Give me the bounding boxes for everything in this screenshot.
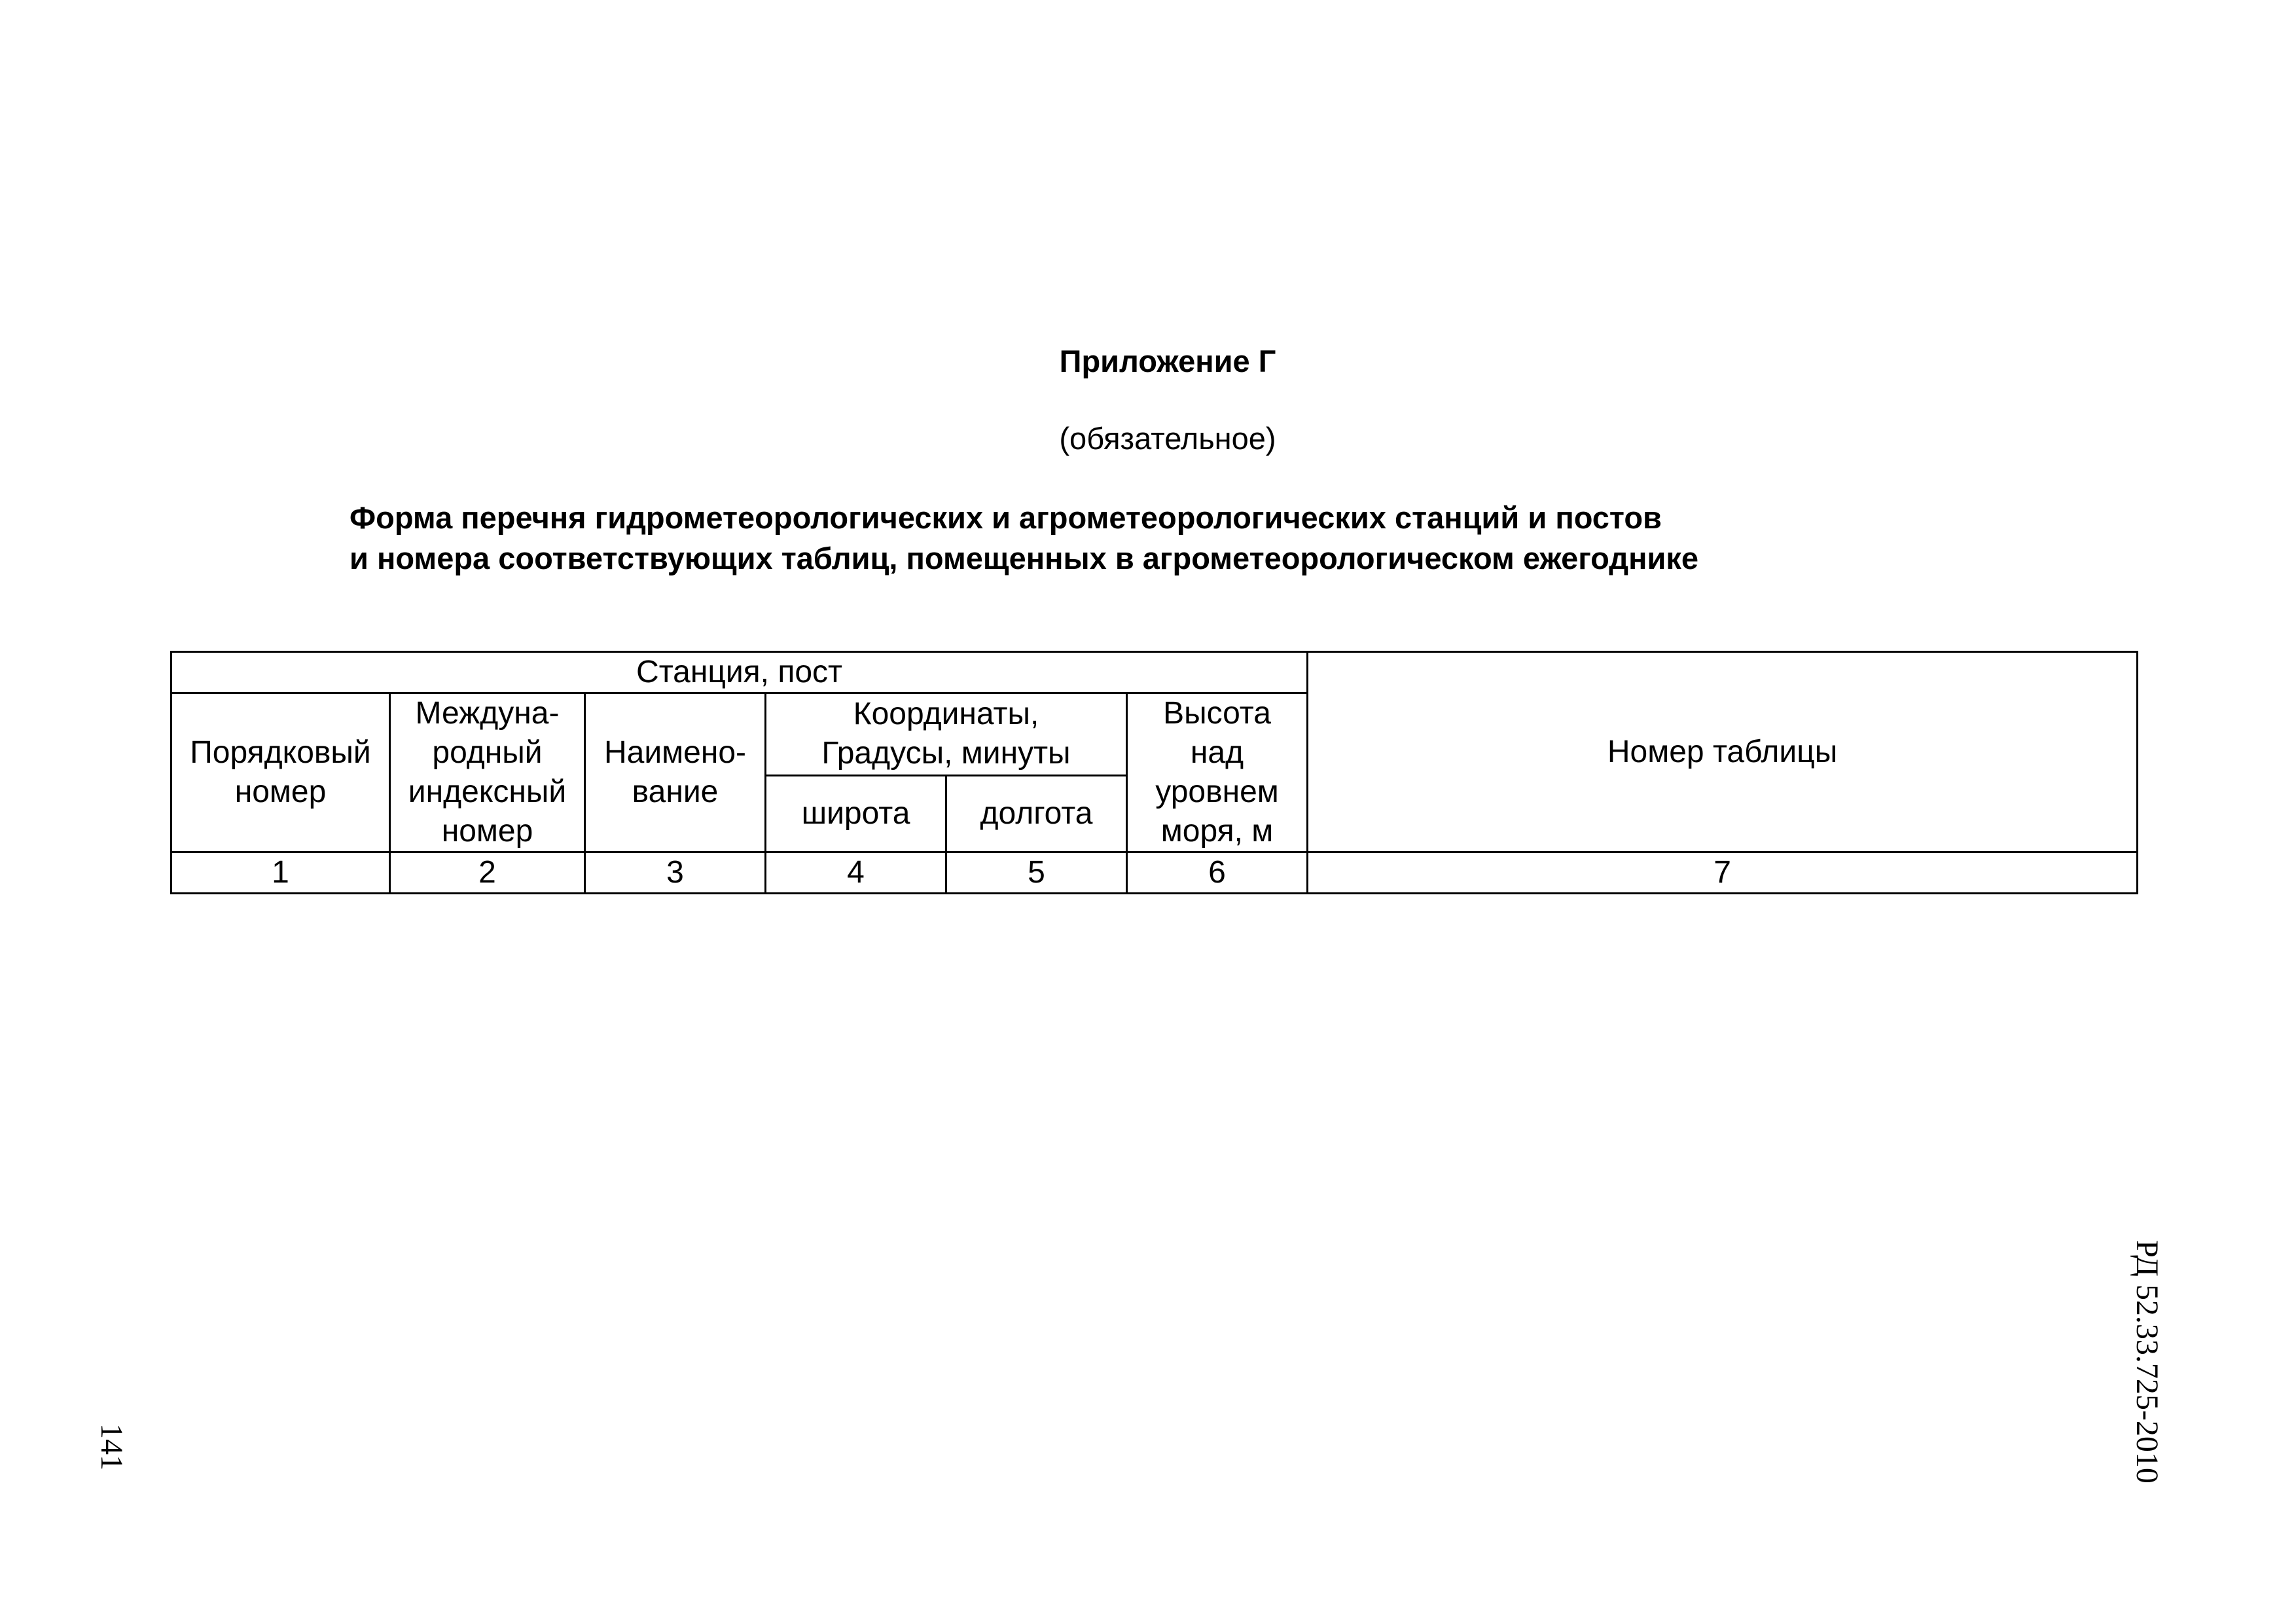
longitude-header: долгота [946,775,1127,852]
coordinates-header-line: Градусы, минуты [821,736,1071,771]
annex-title: Приложение Г [1059,344,1276,378]
coordinates-header-line: Координаты, [853,697,1039,732]
station-header: Станция, пост [171,652,1308,693]
international-index-header-line: индексный [408,775,567,809]
column-number-cell: 4 [766,852,946,894]
name-header [585,693,766,852]
altitude-header-line: уровнем [1155,775,1279,809]
document-code: РД 52.33.725-2010 [2130,1240,2164,1484]
coordinates-header [766,693,1127,776]
international-index-header-line: родный [432,735,543,770]
column-number-cell: 1 [171,852,390,894]
form-title-line-1: Форма перечня гидрометеорологических и агрометеорологических станций и постов [350,500,1662,535]
international-index-header-line: Междуна- [415,696,560,731]
form-title [350,498,1698,579]
table-number-header: Номер таблицы [1308,652,2138,852]
altitude-header-line: над [1190,735,1244,770]
altitude-header-line: Высота [1163,696,1271,731]
international-index-header [390,693,585,852]
name-header-line: вание [632,775,719,809]
form-title-line-2: и номера соответствующих таблиц, помещенных в агрометеорологическом ежегоднике [350,541,1699,575]
annex-status: (обязательное) [1059,421,1276,456]
serial-number-header-line: номер [234,775,327,809]
serial-number-header [171,693,390,852]
stations-form-table [170,651,2138,894]
altitude-header [1127,693,1308,852]
column-number-cell: 6 [1127,852,1308,894]
name-header-line: Наимено- [603,735,747,770]
latitude-header: широта [766,775,946,852]
column-number-cell: 7 [1308,852,2138,894]
international-index-header-line: номер [441,814,533,848]
serial-number-header-line: Порядковый [190,735,371,770]
column-number-cell: 5 [946,852,1127,894]
page-number: 141 [94,1423,129,1470]
column-number-cell: 3 [585,852,766,894]
column-number-cell: 2 [390,852,585,894]
altitude-header-line: моря, м [1160,814,1274,848]
